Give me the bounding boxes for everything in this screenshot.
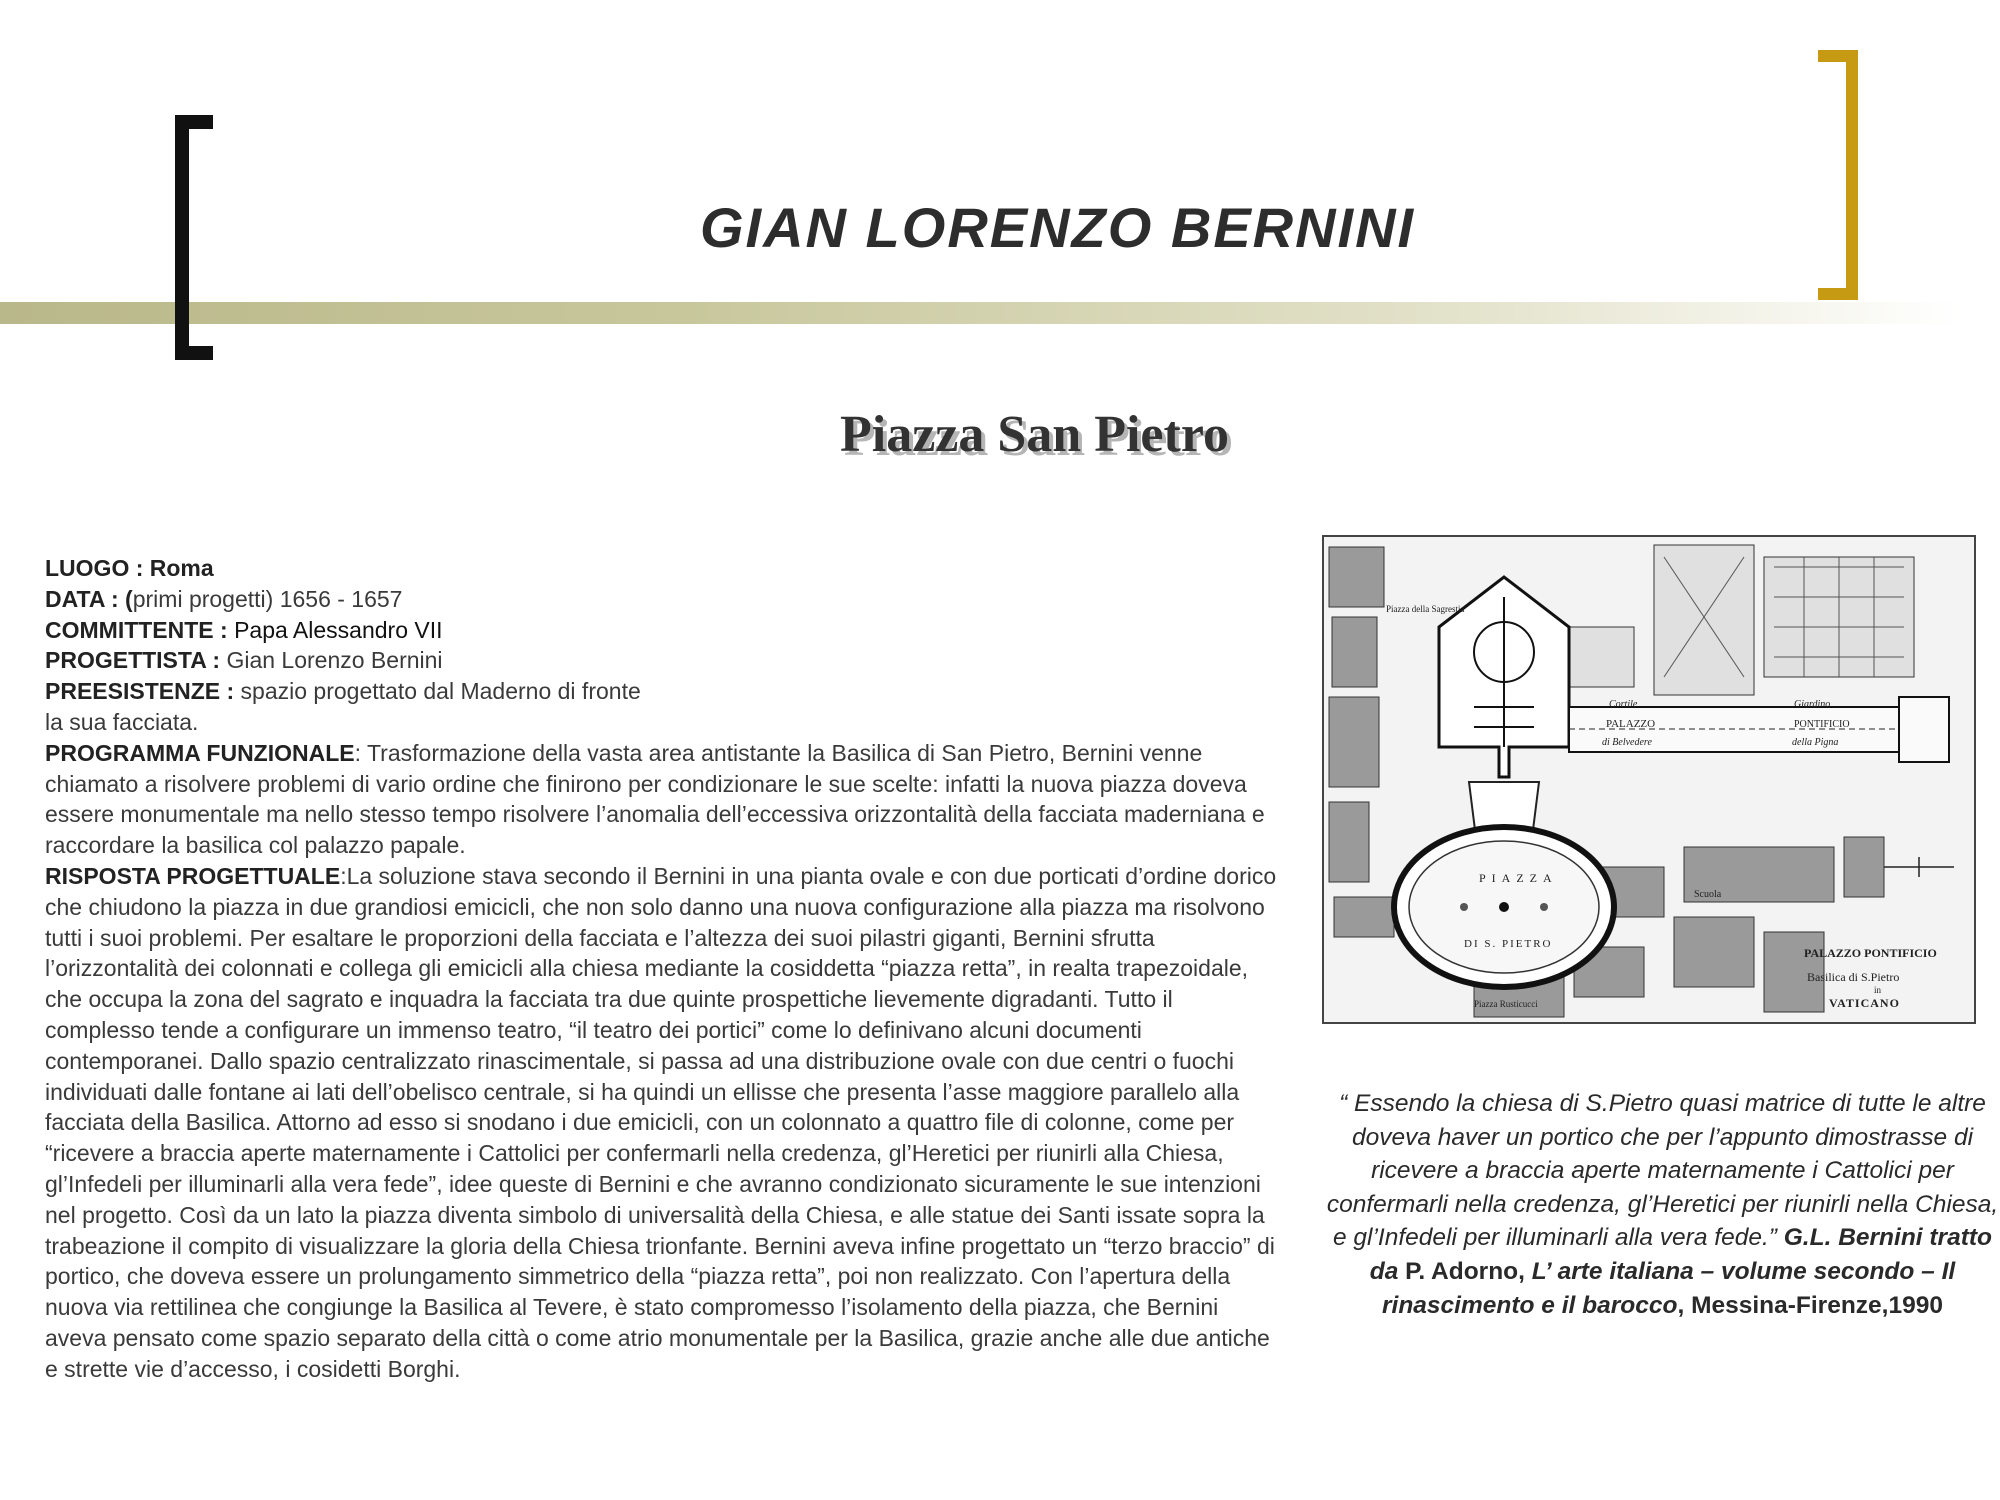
- map-label-giardino: Giardino: [1794, 699, 1831, 710]
- quote-source-author: P. Adorno,: [1405, 1257, 1532, 1285]
- map-drawing: [1324, 537, 1974, 1022]
- map-label-palazzo-pontificio: PALAZZO PONTIFICIO: [1804, 946, 1937, 960]
- quote-author: G.L. Bernini tratto da: [1369, 1224, 1992, 1285]
- map-label-scuola: Scuola: [1694, 889, 1722, 900]
- project-description: [45, 553, 1285, 1385]
- map-label-in: in: [1874, 985, 1882, 995]
- map-label-piazza: PIAZZA: [1479, 871, 1558, 885]
- risposta-paragraph: RISPOSTA PROGETTUALE:La soluzione stava secondo il Bernini in una pianta ovale e con due porticati d’ordine dorico che chiudono la piazza in due grandiosi emicicli, che non solo danno una nuova configurazione alla piazza ma risolvono tutti i suoi problemi. Per esaltare le proporzioni della facciata e l’altezza dei suoi pilastri giganti, Bernini sfrutta l’orizzontalità dei colonnati e collega gli emicicli alla chiesa mediante la cosiddetta “piazza retta”, in realta trapezoidale, che occupa la zona del sagrato e inquadra la facciata tra due quinte prospettiche lievemente digradanti. Tutto il complesso tende a configurare un immenso teatro, “il teatro dei portici” come lo definivano alcuni documenti contemporanei. Dallo spazio centralizzato rinascimentale, si passa ad una distribuzione ovale con due centri o fuochi individuati dalle fontane ai lati dell’obelisco centrale, si ha quindi un ellisse che presenta l’asse maggiore parallelo alla facciata della Basilica. Attorno ad esso si snodano i due emicicli, con un colonnato a quattro file di colonne, come per “ricevere a braccia aperte maternamente i Cattolici per confermarli nella credenza, gl’Heretici per riunirli alla Chiesa, gl’Infedeli per illuminarli alla vera fede”, idee queste di Bernini e che avranno condizionato sicuramente le sue intenzioni nel progetto. Così da un lato la piazza diventa simbolo di universalità della Chiesa, e alle statue dei Santi issate sopra la trabeazione il compito di visualizzare la gloria della Chiesa trionfante. Bernini aveva infine progettato un “terzo braccio” di portico, che doveva essere un prolungamento simmetrico della “piazza retta”, poi non realizzato. Con l’apertura della nuova via rettilinea che congiunge la Basilica al Tevere, è stato compromesso l’isolamento della piazza, che Bernini aveva pensato come spazio separato della città o come atrio monumentale per la Basilica, grazie anche alle due antiche e strette vie d’accesso, i cosidetti Borghi.: [45, 862, 1277, 1382]
- map-label-basilica: Basilica di S.Pietro: [1807, 970, 1900, 984]
- map-label-della-pigna: della Pigna: [1792, 737, 1839, 748]
- map-label-di-belvedere: di Belvedere: [1602, 737, 1652, 748]
- right-bracket-decoration: [1818, 50, 1858, 300]
- map-label-piazza-rusticucci: Piazza Rusticucci: [1474, 999, 1538, 1009]
- map-label-vaticano: VATICANO: [1829, 996, 1900, 1010]
- piazza-san-pietro-map: [1322, 535, 1976, 1024]
- data-line: DATA : (primi progetti) 1656 - 1657: [45, 585, 403, 612]
- slide-title: GIAN LORENZO BERNINI: [700, 196, 1416, 259]
- preesistenze-line: PREESISTENZE : spazio progettato dal Maderno di fronte la sua facciata.: [45, 678, 641, 735]
- programma-paragraph: PROGRAMMA FUNZIONALE: Trasformazione della vasta area antistante la Basilica di San Pietro, Bernini venne chiamato a risolvere problemi di vario ordine che finirono per condizionare le sue scelte: infatti la nuova piazza doveva essere monumentale ma nello stesso tempo risolvere l’anomalia dell’eccessiva orizzontalità della facciata maderniana e raccordare la basilica col palazzo papale.: [45, 739, 1265, 859]
- map-label-di-s-pietro: DI S. PIETRO: [1464, 938, 1553, 950]
- progettista-line: PROGETTISTA : Gian Lorenzo Bernini: [45, 647, 443, 674]
- quote-book-title: L’ arte italiana – volume secondo – Il rinascimento e il barocco: [1381, 1257, 1956, 1319]
- left-bracket-decoration: [175, 115, 213, 360]
- committente-line: COMMITTENTE : Papa Alessandro VII: [45, 616, 443, 643]
- bernini-quote: [1325, 1087, 2000, 1322]
- map-label-palazzo: PALAZZO: [1606, 718, 1656, 730]
- luogo-line: LUOGO : Roma: [45, 555, 214, 581]
- map-label-piazza-sagrestia: Piazza della Sagrestia: [1386, 604, 1465, 614]
- map-label-pontificio-short: PONTIFICIO: [1794, 719, 1850, 730]
- map-label-cortile: Cortile: [1609, 699, 1638, 710]
- quote-text: “ Essendo la chiesa di S.Pietro quasi matrice di tutte le altre doveva haver un portico che per l’appunto dimostrasse di ricevere a braccia aperte maternamente i Cattolici per confermarli nella credenza, gl’Heretici per riunirli nella Chiesa, e gl’Infedeli per illuminarli alla vera fede.”: [1326, 1090, 1999, 1252]
- title-underline-bar: [0, 302, 1960, 324]
- slide-subtitle: Piazza San Pietro: [840, 406, 1229, 463]
- quote-place-year: , Messina-Firenze,1990: [1677, 1291, 1943, 1319]
